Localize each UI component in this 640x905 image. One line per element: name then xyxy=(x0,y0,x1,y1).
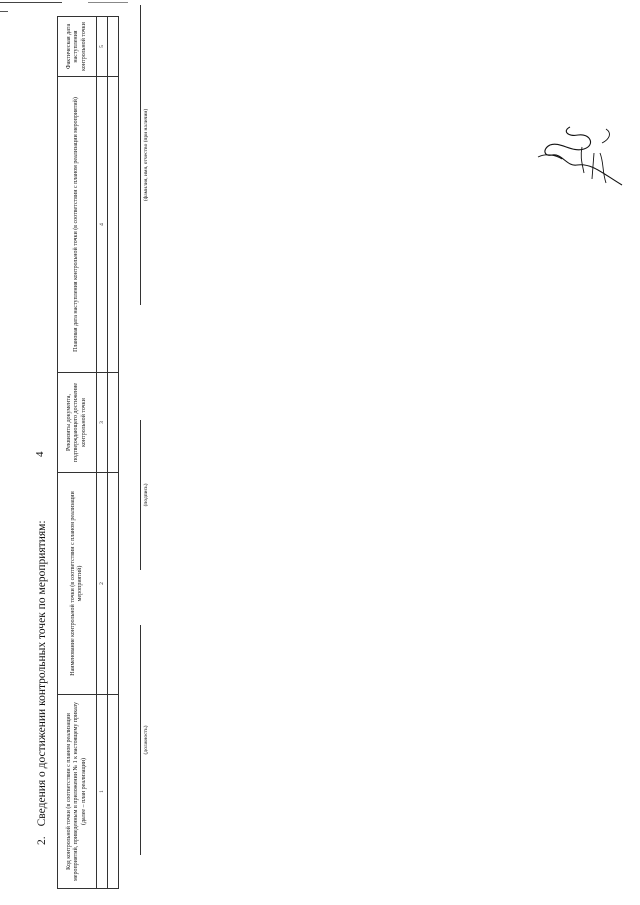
table-index-row xyxy=(97,17,108,889)
table-cell xyxy=(108,373,119,473)
index-cell: 5 xyxy=(97,17,108,77)
scan-edge-mark xyxy=(0,11,8,12)
position-caption: (должность) xyxy=(143,725,149,755)
header-planned-date: Плановая дата наступления контрольной точки (в соответствии с планом реализации мероприятий) xyxy=(58,77,97,373)
section-number: 2. xyxy=(36,836,48,845)
table-header-row xyxy=(58,17,97,889)
header-code: Код контрольной точки (в соответствии с планом реализации мероприятий, приведенным в приложении № 1 к настоящему приказу (далее – план реализации) xyxy=(58,695,97,889)
scan-edge-mark xyxy=(88,2,128,3)
header-name: Наименование контрольной точки (в соответствии с планом реализации мероприятий) xyxy=(58,473,97,695)
position-line xyxy=(140,625,141,855)
name-line xyxy=(140,5,141,305)
index-cell: 4 xyxy=(97,77,108,373)
section-title: Сведения о достижении контрольных точек по мероприятиям: xyxy=(36,520,48,827)
signature-caption: (подпись) xyxy=(143,483,149,507)
header-document: Реквизиты документа, подтверждающего достижение контрольной точки xyxy=(58,373,97,473)
index-cell: 1 xyxy=(97,695,108,889)
control-points-table xyxy=(57,16,119,889)
table-row xyxy=(108,17,119,889)
index-cell: 2 xyxy=(97,473,108,695)
scan-edge-mark xyxy=(0,2,62,3)
page-number: 4 xyxy=(34,451,46,457)
handwritten-signature xyxy=(532,121,630,193)
name-caption: (фамилия, имя, отчество (при наличии) xyxy=(143,108,149,202)
table-cell xyxy=(108,473,119,695)
signature-line xyxy=(140,420,141,570)
section-heading xyxy=(36,520,48,845)
table-cell xyxy=(108,17,119,77)
table-cell xyxy=(108,77,119,373)
index-cell: 3 xyxy=(97,373,108,473)
table-cell xyxy=(108,695,119,889)
header-actual-date: Фактическая дата наступления контрольной точки xyxy=(58,17,97,77)
